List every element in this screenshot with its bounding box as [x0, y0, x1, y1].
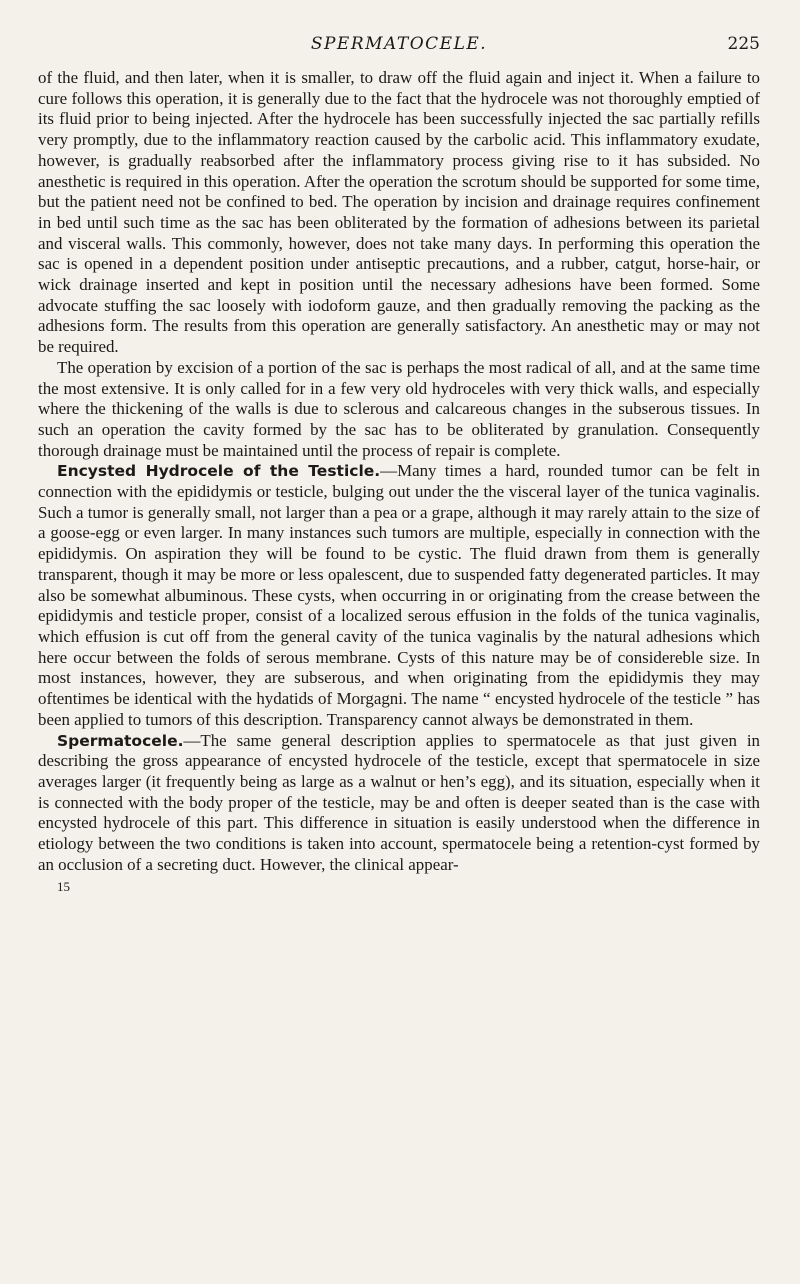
paragraph-encysted-hydrocele — [38, 461, 760, 730]
running-head — [38, 28, 760, 68]
paragraph-spermatocele — [38, 731, 760, 876]
paragraph-text-spermatocele: —The same general description applies to spermatocele as that just given in describing the gross appearance of encysted hydrocele of the testicle, except that spermatocele in size averages larger (it frequently being as large as a walnut or hen’s egg), and its situation, especially when it is connected with the body proper of the testicle, may be and often is deeper seated than is the case with encysted hydrocele of this part. This difference in situation is easily understood when the difference in etiology between the two conditions is taken into account, spermatocele being a retention-cyst formed by an occlusion of a secreting duct. However, the clinical appear- — [38, 730, 760, 874]
section-heading-spermatocele: Spermatocele. — [57, 731, 184, 750]
paragraph-excision-operation: The operation by excision of a portion of the sac is perhaps the most radical of all, and at the same time the most extensive. It is only called for in a few very old hydroceles with very thick walls, and especially where the thickening of the walls is due to sclerous and calcareous changes in the subserous tissues. In such an operation the cavity formed by the sac has to be obliterated by granulation. Consequently thorough drainage must be maintained until the process of repair is complete. — [38, 357, 760, 460]
section-heading-encysted-hydrocele: Encysted Hydrocele of the Testicle. — [57, 462, 381, 481]
page-number: 225 — [727, 34, 760, 54]
signature-mark: 15 — [57, 879, 70, 895]
paragraph-hydrocele-treatment: of the fluid, and then later, when it is smaller, to draw off the fluid again and inject it. When a failure to cure follows this operation, it is generally due to the fact that the hydrocele was not thoroughly emptied of its fluid prior to being injected. After the hydrocele has been successfully injected the sac partially refills very promptly, due to the inflammatory reaction caused by the carbolic acid. This inflammatory exudate, however, is gradually reabsorbed after the inflammatory process giving rise to it has subsided. No anesthetic is required in this operation. After the operation the scrotum should be supported for some time, but the patient need not be confined to bed. The operation by incision and drainage requires confinement in bed until such time as the sac has been obliterated by the formation of adhesions between its parietal and visceral walls. This commonly, however, does not take many days. In performing this operation the sac is opened in a dependent position under antiseptic precautions, and a rubber, catgut, horse-hair, or wick drainage inserted and kept in position until the necessary adhesions have been formed. Some advocate stuffing the sac loosely with iodoform gauze, and then gradually removing the packing as the adhesions form. The results from this operation are generally satisfactory. An anesthetic may or may not be required. — [38, 68, 760, 357]
body-text — [38, 68, 760, 898]
paragraph-text-encysted-hydrocele: —Many times a hard, rounded tumor can be felt in connection with the epididymis or testicle, bulging out under the the visceral layer of the tunica vaginalis. Such a tumor is generally small, not larger than a pea or a grape, although it may rarely attain to the size of a goose-egg or even larger. In many instances such tumors are multiple, especially in connection with the epididymis. On aspiration they will be found to be cystic. The fluid drawn from them is generally transparent, though it may be more or less opalescent, due to suspended fatty degenerated particles. It may also be somewhat albuminous. These cysts, when occurring in or originating from the crease between the epididymis and testicle proper, consist of a localized serous effusion in the folds of the tunica vaginalis, which effusion is cut off from the general cavity of the tunica vaginalis by the natural adhesions which here occur between the folds of serous membrane. Cysts of this nature may be of considereble size. In most instances, however, they are subserous, and when originating from the epididymis they may oftentimes be identical with the hydatids of Morgagni. The name “ encysted hydrocele of the testicle ” has been applied to tumors of this description. Transparency cannot always be demonstrated in them. — [38, 461, 760, 729]
book-page — [38, 28, 760, 1268]
running-title: SPERMATOCELE. — [310, 34, 488, 54]
